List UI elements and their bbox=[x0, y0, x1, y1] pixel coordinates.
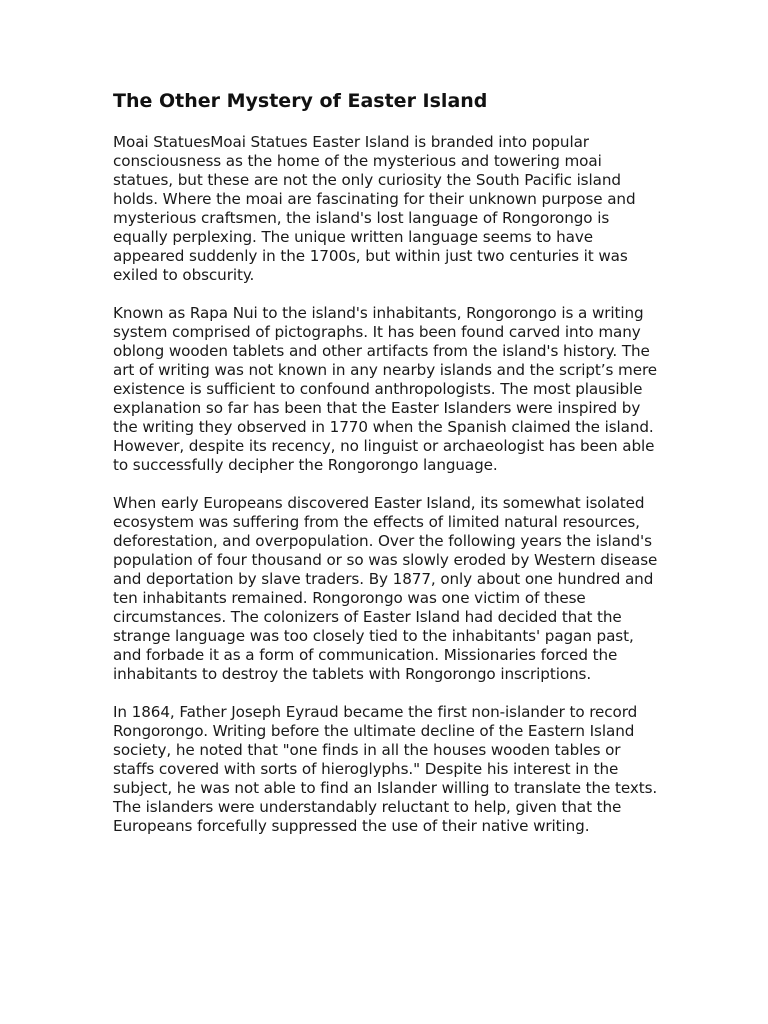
paragraph-european-discovery: When early Europeans discovered Easter Island, its somewhat isolated ecosystem was suffering from the effects of limited natural resources, deforestation, and overpopulation. Over the following years the island's population of four thousand or so was slowly eroded by Western disease and deportation by slave traders. By 1877, only about one hundred and ten inhabitants remained. Rongorongo was one victim of these circumstances. The colonizers of Easter Island had decided that the strange language was too closely tied to the inhabitants' pagan past, and forbade it as a form of communication. Missionaries forced the inhabitants to destroy the tablets with Rongorongo inscriptions. bbox=[113, 494, 658, 683]
paragraph-rapa-nui-writing: Known as Rapa Nui to the island's inhabitants, Rongorongo is a writing system comprised of pictographs. It has been found carved into many oblong wooden tablets and other artifacts from the island's history. The art of writing was not known in any nearby islands and the script’s mere existence is sufficient to confound anthropologists. The most plausible explanation so far has been that the Easter Islanders were inspired by the writing they observed in 1770 when the Spanish claimed the island. However, despite its recency, no linguist or archaeologist has been able to successfully decipher the Rongorongo language. bbox=[113, 304, 658, 474]
paragraph-moai-statues: Moai StatuesMoai Statues Easter Island is branded into popular consciousness as the home of the mysterious and towering moai statues, but these are not the only curiosity the South Pacific island holds. Where the moai are fascinating for their unknown purpose and mysterious craftsmen, the island's lost language of Rongorongo is equally perplexing. The unique written language seems to have appeared suddenly in the 1700s, but within just two centuries it was exiled to obscurity. bbox=[113, 133, 636, 284]
paragraph-father-eyraud: In 1864, Father Joseph Eyraud became the first non-islander to record Rongorongo. Writing before the ultimate decline of the Eastern Island society, he noted that "one finds in all the houses wooden tables or staffs covered with sorts of hieroglyphs." Despite his interest in the subject, he was not able to find an Islander willing to translate the texts. The islanders were understandably reluctant to help, given that the Europeans forcefully suppressed the use of their native writing. bbox=[113, 703, 658, 835]
document-title: The Other Mystery of Easter Island bbox=[113, 90, 488, 112]
document-body bbox=[113, 89, 661, 855]
